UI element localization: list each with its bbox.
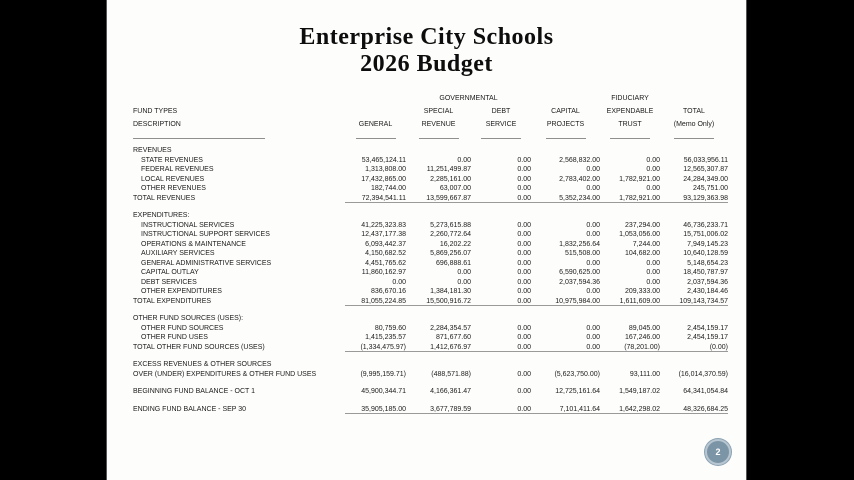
value-cell: 104,682.00 — [624, 250, 660, 257]
group-header-fiduciary: FIDUCIARY — [611, 95, 649, 102]
row-label: INSTRUCTIONAL SUPPORT SERVICES — [141, 231, 270, 238]
value-cell: 2,260,772.64 — [430, 231, 471, 238]
table-spacer — [107, 203, 746, 211]
table-row — [107, 175, 746, 185]
value-cell: 45,900,344.71 — [361, 388, 406, 395]
value-cell: 1,053,056.00 — [619, 231, 660, 238]
value-cell: 0.00 — [517, 166, 531, 173]
value-cell: 0.00 — [517, 175, 531, 183]
header-underline — [406, 126, 471, 139]
value-cell: 0.00 — [517, 278, 531, 286]
value-cell: 1,313,808.00 — [365, 166, 406, 173]
value-cell: 15,751,006.02 — [683, 231, 728, 238]
table-row — [107, 268, 746, 278]
table-row — [107, 146, 746, 156]
table-row — [107, 211, 746, 221]
value-cell: 237,294.00 — [624, 221, 660, 229]
value-cell: 1,549,187.02 — [619, 388, 660, 395]
value-cell: 6,590,625.00 — [559, 269, 600, 276]
value-cell: 0.00 — [517, 240, 531, 248]
value-cell: 0.00 — [517, 250, 531, 257]
table-spacer — [107, 379, 746, 387]
value-cell: 696,888.61 — [435, 259, 471, 267]
table-row — [107, 278, 746, 288]
title-line-2: 2026 Budget — [360, 51, 493, 77]
value-cell: 7,244.00 — [632, 240, 660, 248]
table-row — [107, 221, 746, 231]
value-cell: 2,430,184.46 — [687, 288, 728, 295]
value-cell: 836,670.16 — [370, 288, 406, 295]
value-cell: 0.00 — [586, 166, 600, 173]
row-label: OTHER FUND SOURCES — [141, 324, 224, 332]
table-header-row-1 — [107, 105, 746, 118]
value-cell: 0.00 — [517, 388, 531, 395]
value-cell: 0.00 — [471, 194, 531, 204]
value-cell: 515,508.00 — [564, 250, 600, 257]
value-cell: 0.00 — [531, 343, 600, 353]
value-cell: 1,782,921.00 — [619, 175, 660, 183]
row-label: EXPENDITURES: — [133, 212, 190, 219]
value-cell: (9,995,159.71) — [360, 370, 406, 378]
value-cell: 0.00 — [457, 269, 471, 276]
value-cell: 167,246.00 — [624, 334, 660, 341]
header-underline-row — [107, 131, 746, 139]
header-underline — [600, 126, 660, 139]
table-row — [107, 360, 746, 379]
value-cell: 2,454,159.17 — [687, 324, 728, 332]
row-label: CAPITAL OUTLAY — [141, 269, 199, 276]
value-cell: 16,202.22 — [439, 240, 471, 248]
value-cell: 0.00 — [471, 405, 531, 415]
budget-table — [107, 92, 746, 414]
row-label: OTHER FUND USES — [141, 334, 208, 341]
table-body — [107, 146, 746, 414]
value-cell: 2,285,161.00 — [430, 175, 471, 183]
value-cell: 0.00 — [517, 156, 531, 164]
header-description: DESCRIPTION — [133, 121, 181, 128]
value-cell: 0.00 — [586, 185, 600, 192]
table-row — [107, 333, 746, 343]
value-cell: 0.00 — [646, 278, 660, 286]
value-cell: 2,783,402.00 — [559, 175, 600, 183]
column-header: GENERAL — [358, 121, 393, 128]
value-cell: 7,949,145.23 — [687, 240, 728, 248]
value-cell: 0.00 — [517, 231, 531, 238]
header-underline — [133, 126, 345, 139]
value-cell: 46,736,233.71 — [683, 221, 728, 229]
value-cell: 11,860,162.97 — [361, 269, 406, 276]
row-label: OPERATIONS & MAINTENANCE — [141, 240, 246, 248]
table-row — [107, 405, 746, 415]
value-cell: 0.00 — [586, 259, 600, 267]
value-cell: 0.00 — [471, 343, 531, 353]
value-cell: 53,465,124.11 — [361, 156, 406, 164]
row-label: FEDERAL REVENUES — [141, 166, 214, 173]
value-cell: (16,014,370.59) — [678, 370, 728, 378]
row-label: TOTAL EXPENDITURES — [133, 297, 212, 305]
table-row — [107, 165, 746, 175]
value-cell: 0.00 — [517, 221, 531, 229]
column-header: REVENUE — [421, 121, 456, 128]
value-cell: 89,045.00 — [628, 324, 660, 332]
value-cell: 109,143,734.57 — [660, 297, 728, 307]
header-underline — [531, 126, 600, 139]
column-header: SPECIAL — [423, 108, 454, 115]
column-header: EXPENDABLE — [606, 108, 654, 115]
column-header: SERVICE — [485, 121, 517, 128]
value-cell: 1,832,256.64 — [559, 240, 600, 248]
value-cell: 209,333.00 — [624, 288, 660, 295]
value-cell: 2,454,159.17 — [687, 334, 728, 341]
value-cell: (0.00) — [660, 343, 728, 353]
value-cell: 1,412,676.97 — [406, 343, 471, 353]
row-label: GENERAL ADMINISTRATIVE SERVICES — [141, 259, 272, 267]
row-label: OTHER REVENUES — [141, 185, 206, 192]
value-cell: 0.00 — [517, 334, 531, 341]
value-cell: 5,869,256.07 — [430, 250, 471, 257]
value-cell: 0.00 — [517, 370, 531, 378]
value-cell: 0.00 — [646, 269, 660, 276]
table-row — [107, 297, 746, 307]
value-cell: 2,284,354.57 — [430, 324, 471, 332]
value-cell: (488,571.88) — [431, 370, 471, 378]
value-cell: 245,751.00 — [692, 185, 728, 192]
value-cell: 0.00 — [586, 221, 600, 229]
page-title — [107, 24, 746, 78]
row-label: REVENUES — [133, 147, 172, 154]
table-row — [107, 387, 746, 397]
table-spacer — [107, 352, 746, 360]
page-number: 2 — [715, 447, 721, 457]
value-cell: 2,037,594.36 — [687, 278, 728, 286]
value-cell: 72,394,541.11 — [345, 194, 406, 204]
value-cell: 0.00 — [457, 278, 471, 286]
value-cell: 35,905,185.00 — [345, 405, 406, 415]
value-cell: 0.00 — [471, 297, 531, 307]
table-spacer — [107, 306, 746, 314]
value-cell: 1,611,609.00 — [600, 297, 660, 307]
value-cell: 7,101,411.64 — [531, 405, 600, 415]
value-cell: 12,725,161.64 — [555, 388, 600, 395]
column-header: CAPITAL — [551, 108, 580, 115]
header-underline — [345, 126, 406, 139]
value-cell: 0.00 — [646, 156, 660, 164]
value-cell: 64,341,054.84 — [683, 388, 728, 395]
value-cell: 3,677,789.59 — [406, 405, 471, 415]
value-cell: 5,148,654.23 — [687, 259, 728, 267]
value-cell: (78,201.00) — [600, 343, 660, 353]
row-label: OTHER FUND SOURCES (USES): — [133, 315, 244, 322]
row-label: OTHER EXPENDITURES — [141, 288, 222, 295]
row-label: EXCESS REVENUES & OTHER SOURCES OVER (UNDER) EXPENDITURES & OTHER FUND USES — [133, 361, 317, 378]
value-cell: (5,623,750.00) — [554, 370, 600, 378]
value-cell: 12,437,177.38 — [361, 231, 406, 238]
table-group-header-row — [107, 92, 746, 105]
value-cell: 0.00 — [586, 231, 600, 238]
value-cell: 93,129,363.98 — [660, 194, 728, 204]
column-header: (Memo Only) — [673, 121, 715, 128]
value-cell: 81,055,224.85 — [345, 297, 406, 307]
value-cell: 15,500,916.72 — [406, 297, 471, 307]
value-cell: 0.00 — [517, 185, 531, 192]
value-cell: 17,432,865.00 — [361, 175, 406, 183]
row-label: TOTAL REVENUES — [133, 194, 196, 202]
value-cell: 182,744.00 — [370, 185, 406, 192]
table-row — [107, 184, 746, 194]
value-cell: 871,677.60 — [435, 334, 471, 341]
row-label: STATE REVENUES — [141, 156, 203, 164]
title-line-1: Enterprise City Schools — [299, 24, 554, 50]
value-cell: 0.00 — [392, 278, 406, 286]
value-cell: 0.00 — [517, 324, 531, 332]
row-label: ENDING FUND BALANCE - SEP 30 — [133, 405, 247, 413]
value-cell: 0.00 — [646, 166, 660, 173]
budget-slide — [106, 0, 747, 480]
value-cell: 10,975,984.00 — [531, 297, 600, 307]
row-label: LOCAL REVENUES — [141, 175, 205, 183]
value-cell: 6,093,442.37 — [365, 240, 406, 248]
value-cell: 2,037,594.36 — [559, 278, 600, 286]
header-underline — [471, 126, 531, 139]
value-cell: 0.00 — [517, 288, 531, 295]
value-cell: 41,225,323.83 — [361, 221, 406, 229]
table-row — [107, 259, 746, 269]
row-label: BEGINNING FUND BALANCE - OCT 1 — [133, 388, 256, 395]
row-label: AUXILIARY SERVICES — [141, 250, 215, 257]
value-cell: 0.00 — [586, 334, 600, 341]
table-row — [107, 230, 746, 240]
value-cell: 0.00 — [517, 259, 531, 267]
value-cell: 13,599,667.87 — [406, 194, 471, 204]
value-cell: 1,782,921.00 — [600, 194, 660, 204]
value-cell: 1,415,235.57 — [365, 334, 406, 341]
table-row — [107, 240, 746, 250]
value-cell: 1,384,181.30 — [430, 288, 471, 295]
value-cell: 0.00 — [646, 185, 660, 192]
value-cell: (1,334,475.97) — [345, 343, 406, 353]
table-row — [107, 324, 746, 334]
value-cell: 5,352,234.00 — [531, 194, 600, 204]
value-cell: 24,284,349.00 — [683, 175, 728, 183]
value-cell: 48,326,684.25 — [660, 405, 728, 415]
value-cell: 80,759.60 — [374, 324, 406, 332]
table-row — [107, 314, 746, 324]
header-fund-types: FUND TYPES — [133, 108, 178, 115]
column-header: TOTAL — [683, 108, 705, 115]
table-spacer — [107, 397, 746, 405]
table-row — [107, 249, 746, 259]
value-cell: 2,568,832.00 — [559, 156, 600, 164]
value-cell: 0.00 — [457, 156, 471, 164]
value-cell: 56,033,956.11 — [683, 156, 728, 164]
value-cell: 10,640,128.59 — [683, 250, 728, 257]
value-cell: 1,642,298.02 — [600, 405, 660, 415]
value-cell: 63,007.00 — [439, 185, 471, 192]
value-cell: 4,166,361.47 — [430, 388, 471, 395]
table-row — [107, 194, 746, 204]
value-cell: 12,565,307.87 — [683, 166, 728, 173]
value-cell: 0.00 — [517, 269, 531, 276]
page-number-badge — [705, 439, 731, 465]
value-cell: 93,111.00 — [629, 370, 660, 378]
row-label: TOTAL OTHER FUND SOURCES (USES) — [133, 343, 265, 351]
row-label: DEBT SERVICES — [141, 278, 197, 286]
value-cell: 0.00 — [586, 288, 600, 295]
value-cell: 4,451,765.62 — [365, 259, 406, 267]
row-label: INSTRUCTIONAL SERVICES — [141, 221, 235, 229]
value-cell: 18,450,787.97 — [683, 269, 728, 276]
table-row — [107, 156, 746, 166]
table-row — [107, 287, 746, 297]
column-header: TRUST — [618, 121, 642, 128]
value-cell: 0.00 — [646, 259, 660, 267]
column-header: DEBT — [491, 108, 511, 115]
value-cell: 5,273,615.88 — [430, 221, 471, 229]
value-cell: 0.00 — [586, 324, 600, 332]
value-cell: 4,150,682.52 — [365, 250, 406, 257]
value-cell: 11,251,499.87 — [426, 166, 471, 173]
column-header: PROJECTS — [546, 121, 585, 128]
table-row — [107, 343, 746, 353]
header-underline — [660, 126, 728, 139]
group-header-governmental: GOVERNMENTAL — [439, 95, 498, 102]
